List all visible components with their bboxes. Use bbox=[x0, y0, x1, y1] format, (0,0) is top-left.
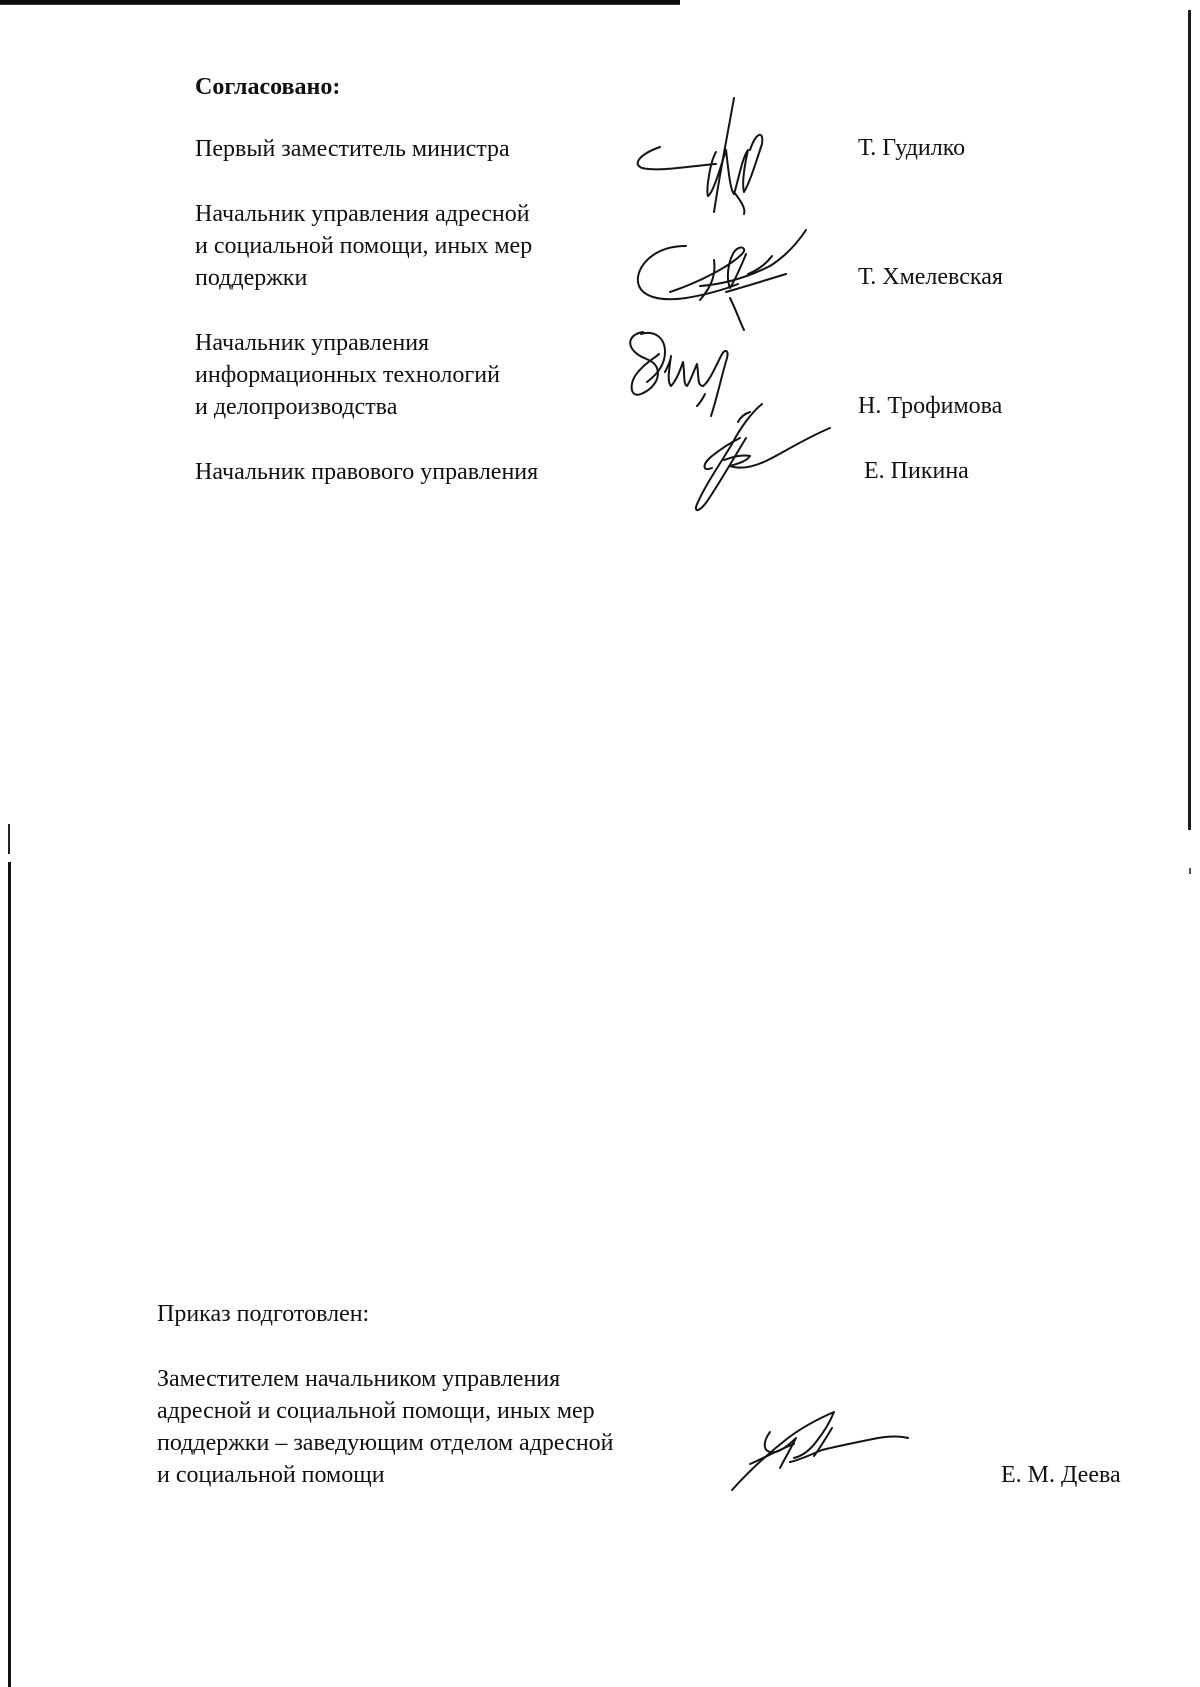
prepared-position-line-1: Заместителем начальником управления bbox=[157, 1366, 561, 1392]
signer-2-position-line-3: поддержки bbox=[195, 265, 308, 291]
signer-4-position: Начальник правового управления bbox=[195, 459, 539, 485]
prepared-position-line-3: поддержки – заведующим отделом адресной bbox=[157, 1430, 614, 1456]
prepared-heading: Приказ подготовлен: bbox=[157, 1301, 370, 1327]
prepared-name: Е. М. Деева bbox=[1001, 1462, 1121, 1488]
approval-heading: Согласовано: bbox=[195, 74, 341, 100]
signature-pikina bbox=[660, 398, 840, 518]
signer-2-position-line-1: Начальник управления адресной bbox=[195, 201, 530, 227]
prepared-position-line-2: адресной и социальной помощи, иных мер bbox=[157, 1398, 595, 1424]
scan-top-edge bbox=[0, 0, 680, 9]
scan-left-mark bbox=[8, 824, 10, 854]
signer-1-name: Т. Гудилко bbox=[858, 135, 966, 161]
signature-gudilko bbox=[630, 92, 790, 222]
scan-right-mark bbox=[1189, 868, 1191, 874]
signer-4-name: Е. Пикина bbox=[864, 458, 969, 484]
signer-3-name: Н. Трофимова bbox=[858, 393, 1003, 419]
prepared-position-line-4: и социальной помощи bbox=[157, 1462, 385, 1488]
signer-3-position-line-1: Начальник управления bbox=[195, 330, 430, 356]
scan-right-edge bbox=[1188, 10, 1191, 830]
signer-3-position-line-3: и делопроизводства bbox=[195, 394, 398, 420]
signature-khmelevskaya bbox=[630, 226, 820, 336]
signer-2-position-line-2: и социальной помощи, иных мер bbox=[195, 233, 533, 259]
signature-deeva bbox=[730, 1398, 910, 1494]
signer-1-position: Первый заместитель министра bbox=[195, 136, 510, 162]
scan-left-edge bbox=[8, 862, 11, 1687]
signer-3-position-line-2: информационных технологий bbox=[195, 362, 500, 388]
signer-2-name: Т. Хмелевская bbox=[858, 264, 1003, 290]
